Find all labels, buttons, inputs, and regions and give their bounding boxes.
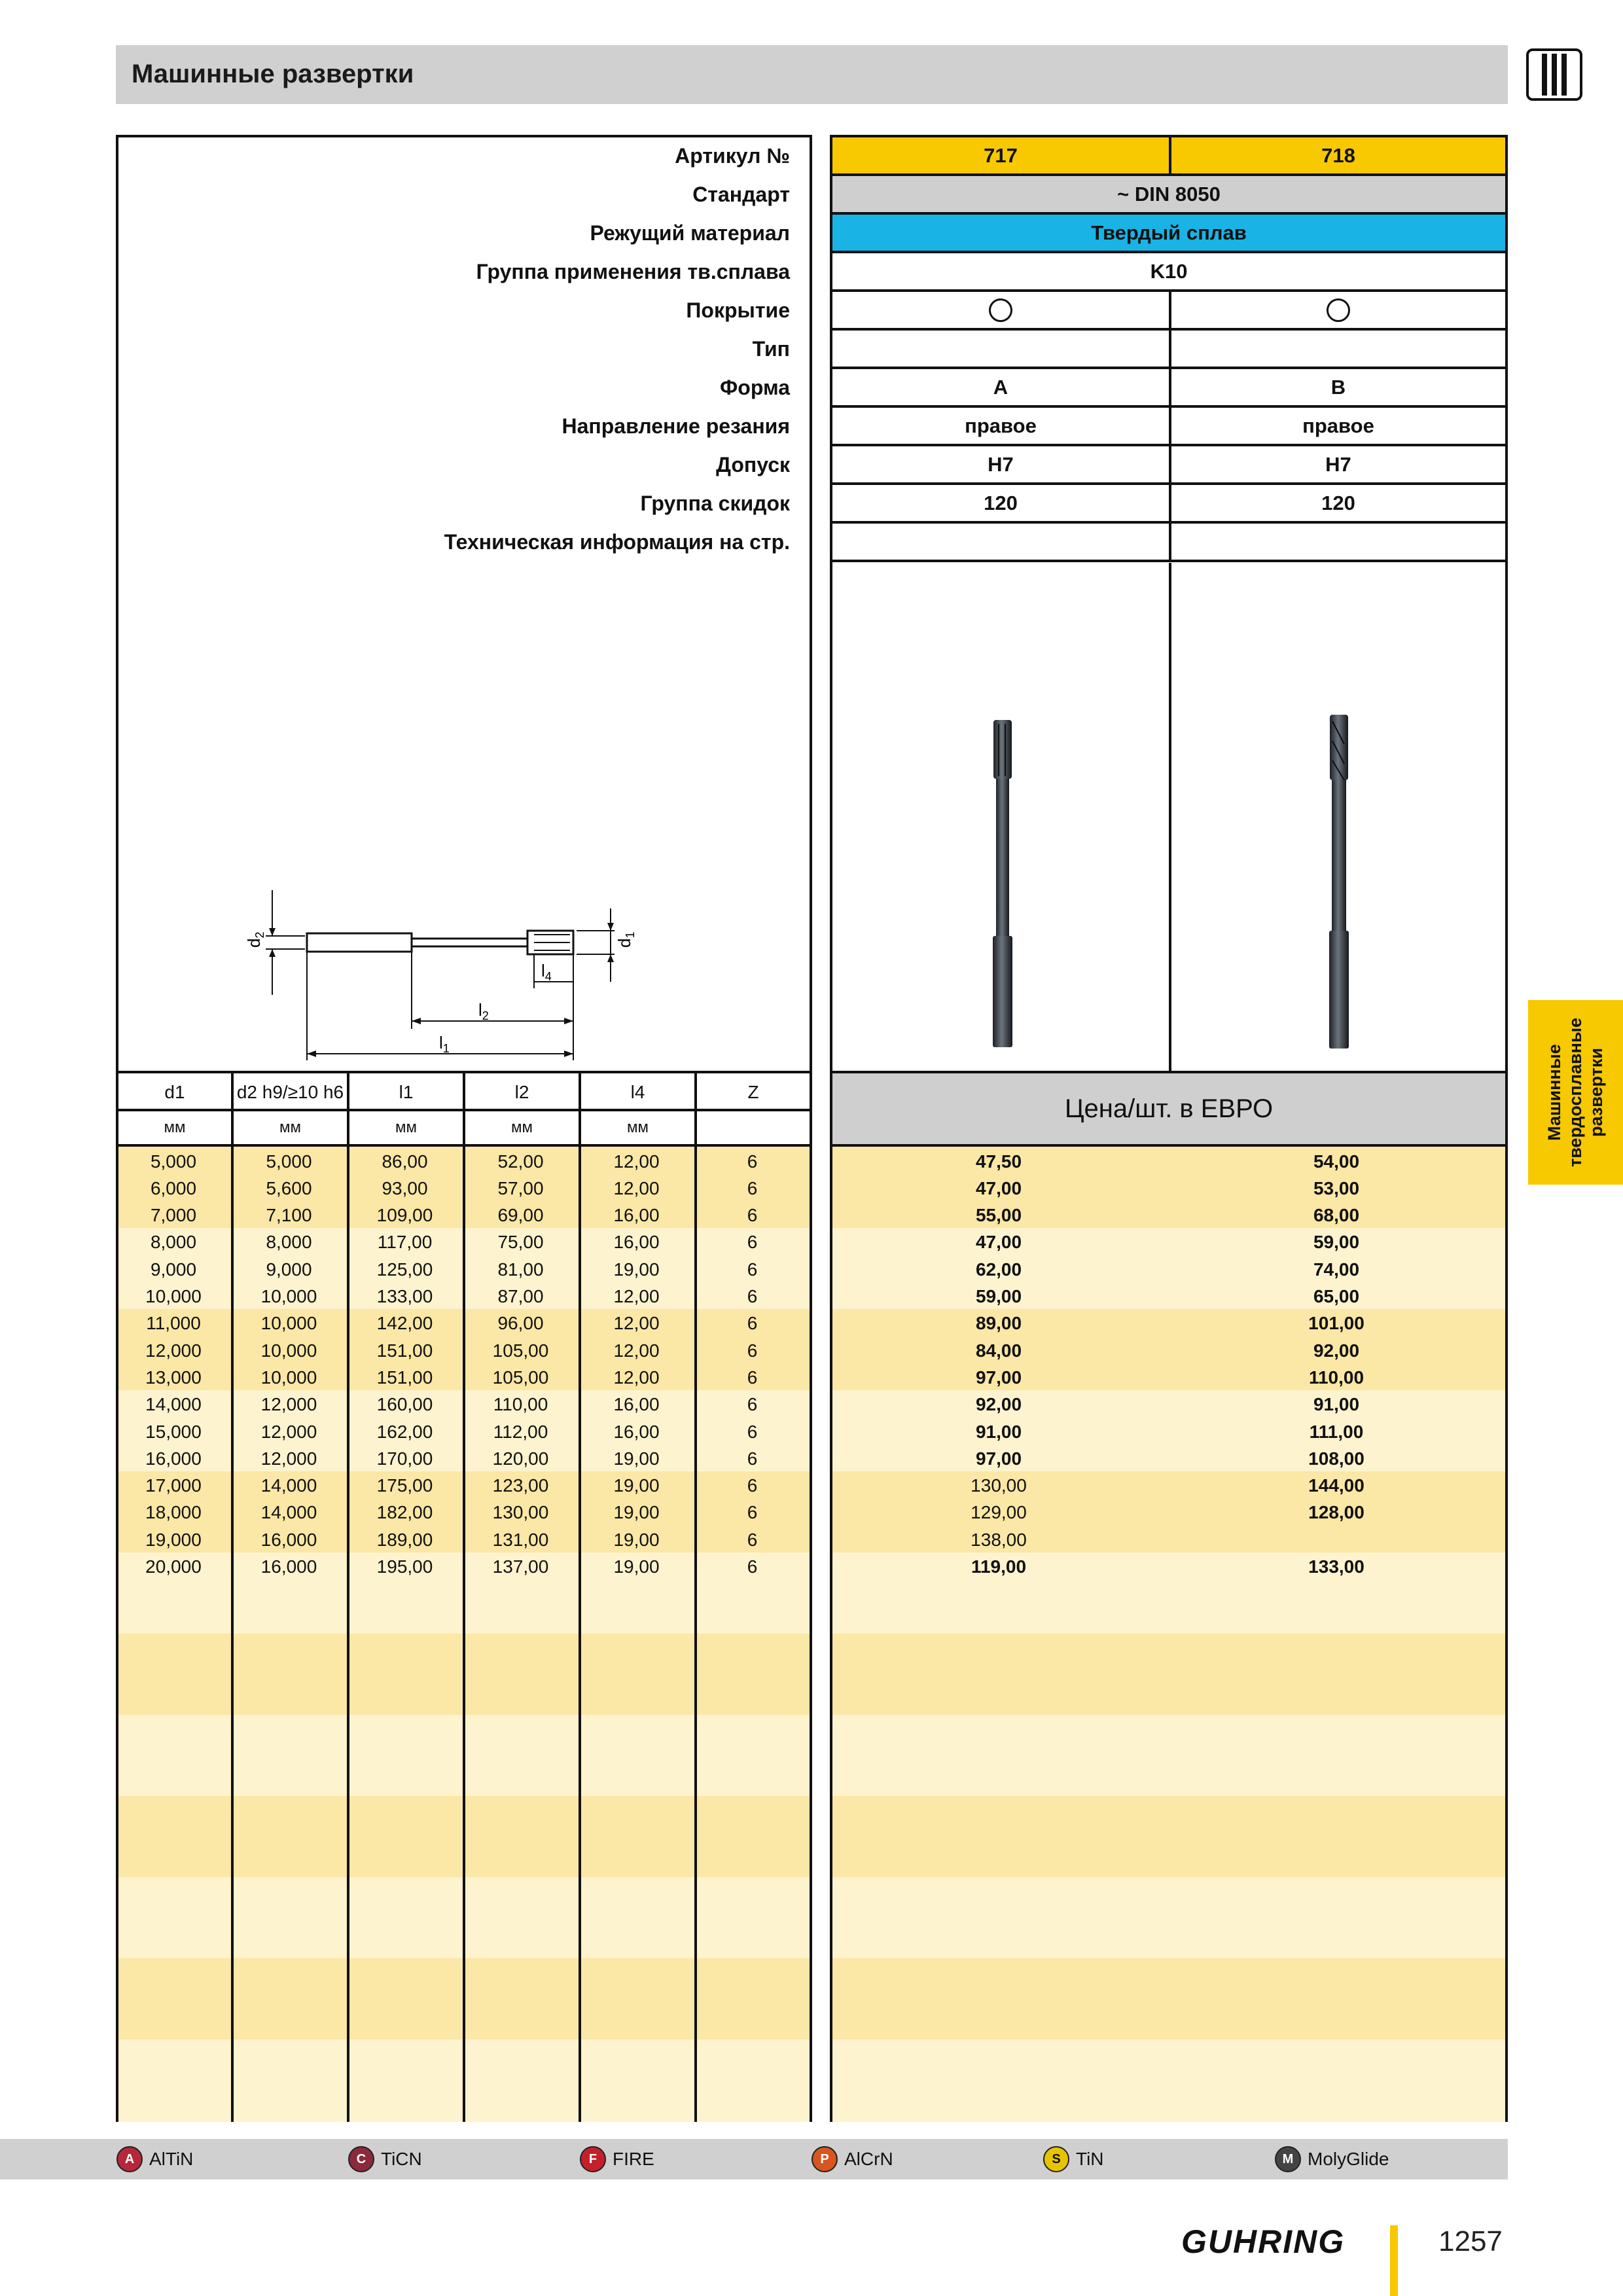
cell-d1: 16,000	[145, 1448, 202, 1469]
form-row	[832, 369, 1505, 408]
cell-l1: 109,00	[376, 1205, 433, 1226]
carbide-group-value: K10	[1150, 259, 1188, 283]
cell-l4: 12,00	[613, 1313, 660, 1334]
ticn-icon: C	[348, 2146, 374, 2172]
table-row	[116, 1445, 1508, 1472]
table-row	[116, 1499, 1508, 1526]
cell-d1: 6,000	[150, 1177, 197, 1198]
cell-l4: 16,00	[613, 1394, 660, 1415]
side-tab-label: Машинные твердосплавные развертки	[1544, 1017, 1606, 1168]
cell-l1: 93,00	[382, 1177, 428, 1198]
cell-d1: 14,000	[145, 1394, 202, 1415]
cell-z: 6	[747, 1313, 758, 1334]
carbide-group-row	[832, 253, 1505, 292]
table-row	[116, 1391, 1508, 1418]
unit-l2: мм	[511, 1119, 533, 1136]
reamer-dimension-drawing	[236, 890, 694, 1073]
price-717: 62,00	[975, 1259, 1022, 1280]
product-images	[832, 563, 1505, 1071]
cell-l2: 57,00	[497, 1177, 544, 1198]
cell-d2: 14,000	[260, 1502, 317, 1523]
col-header-l2: l2	[514, 1082, 529, 1102]
cell-l4: 12,00	[613, 1286, 660, 1306]
header-bar	[116, 45, 1508, 104]
coating-molyglide: M MolyGlide	[1275, 2139, 1389, 2179]
material-value: Твердый сплав	[1091, 221, 1247, 244]
cell-l1: 182,00	[376, 1502, 433, 1523]
cell-z: 6	[747, 1502, 758, 1523]
unit-d1: мм	[164, 1119, 186, 1136]
form-718: B	[1330, 375, 1346, 399]
cell-z: 6	[747, 1286, 758, 1306]
cell-d1: 18,000	[145, 1502, 202, 1523]
cell-z: 6	[747, 1205, 758, 1226]
spec-label-material: Режущий материал	[590, 221, 790, 245]
price-718: 53,00	[1313, 1177, 1360, 1198]
price-717: 84,00	[975, 1340, 1022, 1361]
d1-label: $d_1$	[615, 931, 637, 948]
cell-d2: 10,000	[260, 1286, 317, 1306]
price-718: 128,00	[1308, 1502, 1364, 1523]
cell-d2: 5,000	[266, 1151, 312, 1172]
price-717: 47,00	[975, 1232, 1022, 1253]
cell-l1: 175,00	[376, 1475, 433, 1496]
tolerance-row	[832, 446, 1505, 485]
altin-icon: A	[116, 2146, 143, 2172]
tolerance-717: H7	[988, 452, 1014, 476]
cell-l4: 19,00	[613, 1556, 660, 1577]
cell-d2: 7,100	[266, 1205, 312, 1226]
cell-l1: 195,00	[376, 1556, 433, 1577]
cell-d2: 12,000	[260, 1448, 317, 1469]
direction-718: правое	[1302, 414, 1374, 437]
cell-l2: 105,00	[492, 1340, 549, 1361]
page-title: Машинные развертки	[132, 60, 414, 88]
cell-l4: 19,00	[613, 1448, 660, 1469]
price-718: 59,00	[1313, 1232, 1360, 1253]
tolerance-718: H7	[1325, 452, 1351, 476]
reamer-718-image	[1319, 715, 1359, 1049]
cell-l4: 19,00	[613, 1475, 660, 1496]
price-717: 92,00	[975, 1394, 1022, 1415]
cell-l1: 133,00	[376, 1286, 433, 1306]
tech-info-row	[832, 524, 1505, 562]
cell-l1: 189,00	[376, 1529, 433, 1550]
cell-d2: 16,000	[260, 1529, 317, 1550]
cell-l4: 12,00	[613, 1340, 660, 1361]
cell-l1: 160,00	[376, 1394, 433, 1415]
uncoated-circle-icon	[989, 298, 1012, 322]
price-718: 133,00	[1308, 1556, 1364, 1577]
cell-l2: 130,00	[492, 1502, 549, 1523]
cell-l1: 125,00	[376, 1259, 433, 1280]
cell-d2: 5,600	[266, 1177, 312, 1198]
cell-l4: 16,00	[613, 1205, 660, 1226]
price-717: 119,00	[971, 1556, 1027, 1577]
cell-l1: 170,00	[376, 1448, 433, 1469]
price-718: 54,00	[1313, 1151, 1360, 1172]
cell-d1: 10,000	[145, 1286, 202, 1306]
article-row	[832, 137, 1505, 176]
price-718: 108,00	[1308, 1448, 1364, 1469]
cell-d1: 8,000	[150, 1232, 197, 1253]
cell-z: 6	[747, 1232, 758, 1253]
cell-d2: 9,000	[266, 1259, 312, 1280]
cell-l2: 137,00	[492, 1556, 549, 1577]
brand-logo: GUHRING	[1181, 2223, 1346, 2260]
cell-d1: 7,000	[150, 1205, 197, 1226]
cell-l4: 16,00	[613, 1421, 660, 1442]
cell-l1: 151,00	[376, 1367, 433, 1388]
price-717: 59,00	[975, 1286, 1022, 1306]
col-header-d1: d1	[164, 1082, 185, 1102]
cell-d1: 13,000	[145, 1367, 202, 1388]
article-718: 718	[1321, 143, 1355, 167]
spec-label-article: Артикул №	[675, 144, 790, 168]
spec-label-carbide-group: Группа применения тв.сплава	[476, 260, 790, 283]
price-717: 138,00	[971, 1529, 1027, 1550]
price-718: 91,00	[1313, 1394, 1360, 1415]
cell-l2: 123,00	[492, 1475, 549, 1496]
price-717: 47,50	[975, 1151, 1022, 1172]
spec-label-standard: Стандарт	[692, 183, 790, 206]
col-header-d2: d2 h9/≥10 h6	[236, 1082, 344, 1102]
price-717: 89,00	[975, 1313, 1022, 1334]
direction-717: правое	[965, 414, 1037, 437]
cell-l1: 117,00	[377, 1232, 433, 1253]
cell-d2: 10,000	[260, 1313, 317, 1334]
coating-legend	[0, 2139, 1508, 2179]
price-717: 129,00	[971, 1502, 1027, 1523]
unit-z	[697, 1111, 810, 1144]
table-row	[116, 1526, 1508, 1553]
cell-l2: 96,00	[497, 1313, 544, 1334]
spec-label-direction: Направление резания	[562, 414, 790, 438]
cell-l1: 142,00	[376, 1313, 433, 1334]
price-header: Цена/шт. в ЕВРО	[830, 1071, 1508, 1147]
discount-718: 120	[1321, 491, 1355, 514]
cell-d2: 8,000	[266, 1232, 312, 1253]
cell-l4: 12,00	[613, 1177, 660, 1198]
cell-l2: 131,00	[492, 1529, 549, 1550]
cell-z: 6	[747, 1259, 758, 1280]
price-718: 111,00	[1309, 1421, 1364, 1442]
price-717: 97,00	[975, 1448, 1022, 1469]
cell-l4: 16,00	[613, 1232, 660, 1253]
tool-category-icon	[1525, 47, 1584, 102]
cell-l4: 19,00	[613, 1529, 660, 1550]
coating-altin: A AlTiN	[116, 2139, 193, 2179]
cell-d2: 10,000	[260, 1340, 317, 1361]
molyglide-icon: M	[1275, 2146, 1301, 2172]
l1-label: $l_1$	[439, 1033, 450, 1055]
cell-z: 6	[747, 1475, 758, 1496]
spec-label-form: Форма	[719, 376, 790, 399]
cell-l2: 120,00	[492, 1448, 549, 1469]
coating-ticn: C TiCN	[348, 2139, 422, 2179]
cell-l4: 12,00	[613, 1367, 660, 1388]
table-row	[116, 1283, 1508, 1310]
price-718: 74,00	[1313, 1259, 1360, 1280]
col-header-z: Z	[747, 1082, 759, 1102]
cell-l1: 151,00	[376, 1340, 433, 1361]
spec-labels-panel	[116, 135, 812, 1071]
cell-z: 6	[747, 1421, 758, 1442]
tin-icon: S	[1043, 2146, 1069, 2172]
cell-l2: 112,00	[493, 1421, 548, 1442]
cell-l2: 52,00	[497, 1151, 544, 1172]
cell-l4: 19,00	[613, 1259, 660, 1280]
price-717: 97,00	[975, 1367, 1022, 1388]
table-row	[116, 1148, 1508, 1175]
table-row	[116, 1554, 1508, 1581]
d2-label: $d_2$	[244, 931, 266, 948]
article-spec-panel	[830, 135, 1508, 1071]
cell-l2: 69,00	[497, 1205, 544, 1226]
discount-row	[832, 485, 1505, 524]
cell-d2: 16,000	[260, 1556, 317, 1577]
discount-717: 120	[984, 491, 1018, 514]
form-717: A	[993, 375, 1008, 399]
unit-l1: мм	[395, 1119, 417, 1136]
table-row	[116, 1202, 1508, 1229]
standard-row	[832, 176, 1505, 215]
cell-d1: 9,000	[150, 1259, 197, 1280]
table-row	[116, 1418, 1508, 1445]
cell-d1: 12,000	[145, 1340, 202, 1361]
unit-d2: мм	[279, 1119, 301, 1136]
spec-label-tech-info: Техническая информация на стр.	[444, 530, 790, 554]
cell-d1: 5,000	[150, 1151, 197, 1172]
cell-z: 6	[747, 1529, 758, 1550]
cell-d1: 15,000	[145, 1421, 202, 1442]
cell-d1: 17,000	[145, 1475, 202, 1496]
table-row	[116, 1337, 1508, 1364]
unit-l4: мм	[627, 1119, 649, 1136]
price-718	[1168, 1526, 1505, 1553]
l2-label: $l_2$	[478, 1000, 489, 1022]
spec-label-tolerance: Допуск	[716, 453, 790, 476]
spec-label-type: Тип	[752, 337, 790, 361]
coating-tin: S TiN	[1043, 2139, 1104, 2179]
cell-z: 6	[747, 1367, 758, 1388]
spec-label-coating: Покрытие	[686, 298, 790, 322]
standard-value: ~ DIN 8050	[1117, 182, 1221, 206]
fire-icon: F	[580, 2146, 606, 2172]
cell-d1: 11,000	[146, 1313, 201, 1334]
price-718: 144,00	[1308, 1475, 1364, 1496]
cell-l2: 105,00	[492, 1367, 549, 1388]
coating-row	[832, 292, 1505, 331]
footer-divider	[1390, 2225, 1398, 2296]
cell-l2: 110,00	[493, 1394, 548, 1415]
table-row	[116, 1175, 1508, 1202]
price-717: 47,00	[975, 1177, 1022, 1198]
cell-l2: 75,00	[497, 1232, 544, 1253]
cell-d2: 10,000	[260, 1367, 317, 1388]
cell-z: 6	[747, 1556, 758, 1577]
cell-l2: 81,00	[497, 1259, 544, 1280]
price-718: 110,00	[1308, 1367, 1364, 1388]
price-717: 130,00	[971, 1475, 1027, 1496]
reamer-717-image	[983, 720, 1022, 1047]
coating-fire: F FIRE	[580, 2139, 654, 2179]
section-side-tab[interactable]	[1528, 1000, 1623, 1185]
cell-d2: 12,000	[260, 1421, 317, 1442]
table-row	[116, 1473, 1508, 1499]
l4-label: $l_4$	[541, 961, 552, 983]
cell-l2: 87,00	[497, 1286, 544, 1306]
article-717: 717	[984, 143, 1018, 167]
cell-z: 6	[747, 1448, 758, 1469]
cell-d1: 20,000	[145, 1556, 202, 1577]
page-number: 1257	[1438, 2225, 1503, 2257]
price-718: 65,00	[1313, 1286, 1360, 1306]
table-row	[116, 1256, 1508, 1283]
cell-l1: 162,00	[376, 1421, 433, 1442]
spec-label-discount: Группа скидок	[640, 492, 790, 515]
table-row	[116, 1229, 1508, 1256]
cell-z: 6	[747, 1394, 758, 1415]
table-row	[116, 1364, 1508, 1391]
alcrn-icon: P	[812, 2146, 838, 2172]
col-header-l1: l1	[399, 1082, 414, 1102]
cell-d2: 14,000	[260, 1475, 317, 1496]
cell-l1: 86,00	[382, 1151, 428, 1172]
cell-z: 6	[747, 1151, 758, 1172]
cell-d1: 19,000	[145, 1529, 202, 1550]
direction-row	[832, 408, 1505, 446]
material-row	[832, 215, 1505, 253]
uncoated-circle-icon	[1327, 298, 1350, 322]
cell-d2: 12,000	[260, 1394, 317, 1415]
cell-z: 6	[747, 1177, 758, 1198]
cell-l4: 12,00	[613, 1151, 660, 1172]
type-row	[832, 331, 1505, 369]
price-717: 55,00	[975, 1205, 1022, 1226]
col-header-l4: l4	[630, 1082, 645, 1102]
cell-l4: 19,00	[613, 1502, 660, 1523]
price-718: 101,00	[1308, 1313, 1364, 1334]
price-718: 92,00	[1313, 1340, 1360, 1361]
table-row	[116, 1310, 1508, 1337]
coating-alcrn: P AlCrN	[812, 2139, 893, 2179]
price-718: 68,00	[1313, 1205, 1360, 1226]
price-717: 91,00	[975, 1421, 1022, 1442]
cell-z: 6	[747, 1340, 758, 1361]
